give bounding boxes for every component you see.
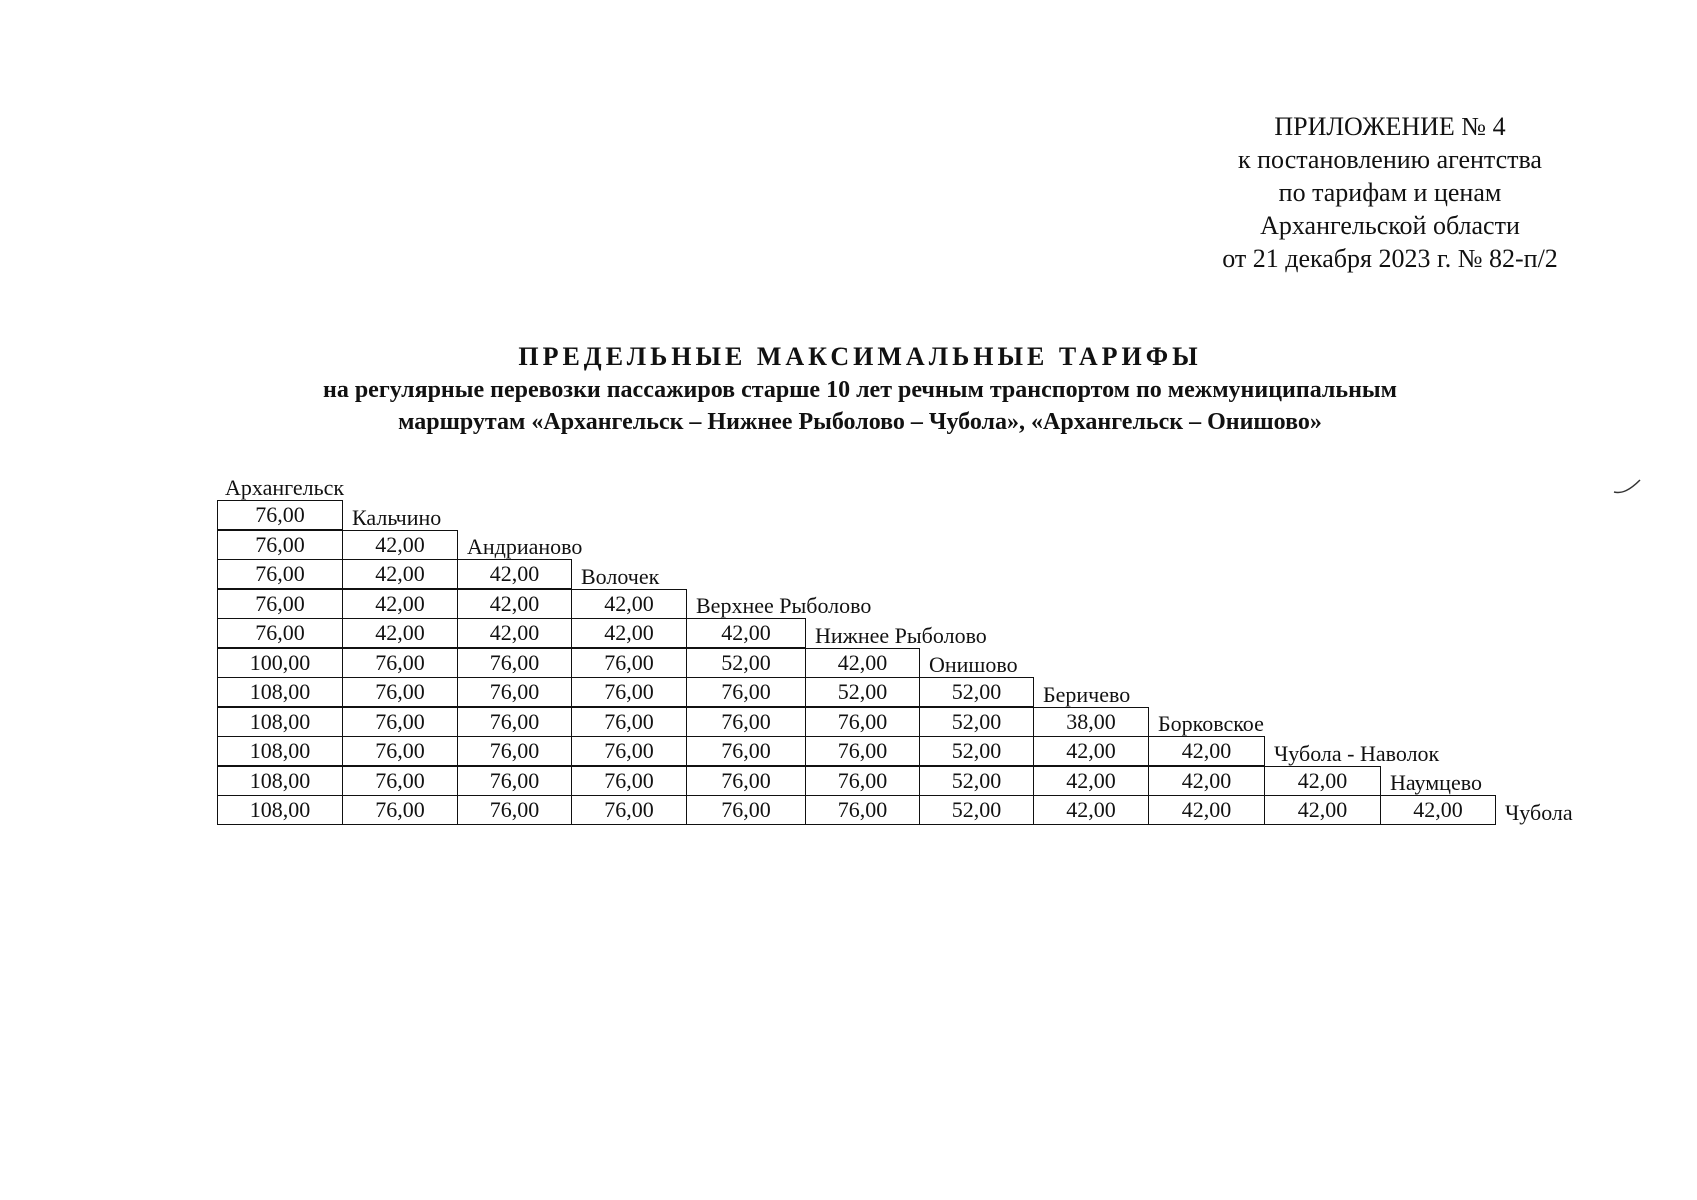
fare-cell: 76,00: [457, 648, 572, 678]
fare-cell: 76,00: [342, 736, 458, 766]
fare-cell: 42,00: [1033, 766, 1149, 796]
station-label: Волочек: [581, 563, 660, 589]
fare-cell: 76,00: [457, 766, 572, 796]
fare-cell: 76,00: [571, 677, 687, 707]
fare-cell: 76,00: [342, 648, 458, 678]
fare-cell: 52,00: [919, 795, 1034, 825]
fare-cell: 42,00: [1148, 766, 1265, 796]
fare-cell: 100,00: [217, 648, 343, 678]
fare-cell: 76,00: [217, 530, 343, 560]
station-label: Нижнее Рыболово: [815, 622, 987, 648]
fare-cell: 76,00: [686, 677, 806, 707]
fare-cell: 42,00: [457, 589, 572, 619]
fare-cell: 42,00: [342, 559, 458, 589]
fare-cell: 52,00: [805, 677, 920, 707]
fare-cell: 76,00: [457, 736, 572, 766]
station-label: Андрианово: [467, 534, 583, 559]
fare-cell: 42,00: [805, 648, 920, 678]
fare-cell: 76,00: [805, 766, 920, 796]
fare-cell: 108,00: [217, 795, 343, 825]
fare-cell: 42,00: [342, 618, 458, 648]
appendix-line-agency: по тарифам и ценам: [1278, 178, 1502, 207]
station-label: Борковское: [1158, 711, 1264, 736]
fare-cell: 76,00: [342, 766, 458, 796]
fare-cell: 76,00: [457, 707, 572, 737]
fare-cell: 76,00: [457, 677, 572, 707]
fare-cell: 42,00: [1033, 736, 1149, 766]
fare-cell: 38,00: [1033, 707, 1149, 737]
fare-cell: 42,00: [1264, 766, 1381, 796]
fare-cell: 42,00: [457, 618, 572, 648]
fare-cell: 42,00: [571, 589, 687, 619]
appendix-line-resolution: к постановлению агентства: [1238, 145, 1542, 174]
fare-cell: 42,00: [457, 559, 572, 589]
fare-cell: 76,00: [805, 736, 920, 766]
fare-cell: 76,00: [342, 795, 458, 825]
fare-cell: 76,00: [342, 707, 458, 737]
fare-cell: 108,00: [217, 707, 343, 737]
station-label: Онишово: [929, 652, 1018, 677]
station-label: Чубола - Наволок: [1274, 740, 1440, 766]
fare-cell: 76,00: [457, 795, 572, 825]
station-label: Архангельск: [225, 475, 345, 500]
fare-cell: 42,00: [342, 530, 458, 560]
fare-cell: 76,00: [217, 500, 343, 530]
fare-cell: 108,00: [217, 677, 343, 707]
fare-cell: 76,00: [571, 766, 687, 796]
fare-cell: 52,00: [686, 648, 806, 678]
fare-cell: 76,00: [571, 707, 687, 737]
fare-cell: 76,00: [686, 736, 806, 766]
station-label: Беричево: [1043, 681, 1131, 707]
title-subtitle-line-2: маршрутам «Архангельск – Нижнее Рыболово – Чубола», «Архангельск – Онишово»: [398, 409, 1322, 435]
fare-cell: 108,00: [217, 736, 343, 766]
fare-cell: 42,00: [571, 618, 687, 648]
fare-cell: 52,00: [919, 736, 1034, 766]
fare-cell: 52,00: [919, 707, 1034, 737]
fare-cell: 76,00: [805, 795, 920, 825]
station-label: Кальчино: [352, 504, 442, 530]
fare-cell: 76,00: [686, 795, 806, 825]
fare-cell: 42,00: [1148, 795, 1265, 825]
station-label: Наумцево: [1390, 770, 1482, 795]
station-label: Чубола: [1505, 799, 1573, 825]
fare-cell: 76,00: [805, 707, 920, 737]
fare-cell: 52,00: [919, 677, 1034, 707]
fare-cell: 76,00: [217, 618, 343, 648]
fare-cell: 76,00: [686, 766, 806, 796]
handwritten-tick-mark: [1612, 478, 1642, 498]
appendix-number: ПРИЛОЖЕНИЕ № 4: [1274, 112, 1506, 141]
fare-cell: 42,00: [1148, 736, 1265, 766]
title-main: ПРЕДЕЛЬНЫЕ МАКСИМАЛЬНЫЕ ТАРИФЫ: [518, 342, 1202, 371]
fare-cell: 76,00: [686, 707, 806, 737]
appendix-line-date: от 21 декабря 2023 г. № 82-п/2: [1222, 244, 1558, 273]
fare-cell: 76,00: [217, 559, 343, 589]
appendix-line-region: Архангельской области: [1260, 211, 1520, 240]
fare-cell: 52,00: [919, 766, 1034, 796]
fare-cell: 42,00: [1380, 795, 1496, 825]
station-label: Верхнее Рыболово: [696, 593, 872, 618]
fare-cell: 76,00: [342, 677, 458, 707]
title-subtitle-line-1: на регулярные перевозки пассажиров старше 10 лет речным транспортом по межмуниципальным: [323, 377, 1397, 403]
fare-cell: 42,00: [1264, 795, 1381, 825]
fare-cell: 76,00: [571, 648, 687, 678]
fare-cell: 76,00: [571, 795, 687, 825]
fare-cell: 42,00: [1033, 795, 1149, 825]
fare-cell: 76,00: [217, 589, 343, 619]
fare-cell: 42,00: [342, 589, 458, 619]
fare-cell: 76,00: [571, 736, 687, 766]
fare-cell: 108,00: [217, 766, 343, 796]
fare-cell: 42,00: [686, 618, 806, 648]
